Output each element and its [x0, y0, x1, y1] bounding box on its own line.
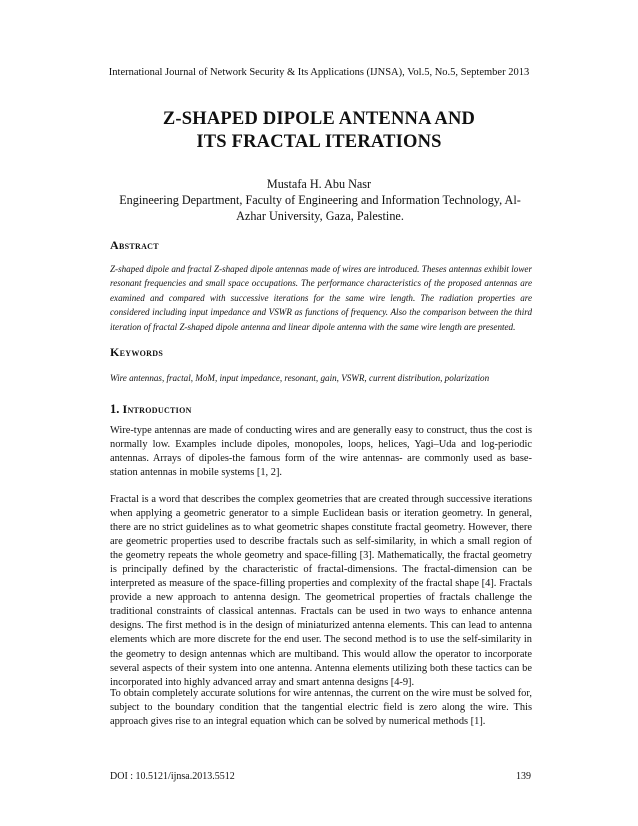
page-number: 139	[516, 771, 531, 782]
author-affiliation: Engineering Department, Faculty of Engineering and Information Technology, Al- Azhar University, Gaza, Palestine.	[119, 193, 521, 223]
running-header: International Journal of Network Security & Its Applications (IJNSA), Vol.5, No.5, September 2013	[108, 67, 530, 78]
section-title: Introduction	[122, 402, 192, 416]
abstract-heading: Abstract	[110, 238, 159, 252]
title-line-2: ITS FRACTAL ITERATIONS	[196, 132, 442, 152]
keywords-text: Wire antennas, fractal, MoM, input impedance, resonant, gain, VSWR, current distribution, polarization	[110, 373, 490, 383]
intro-paragraph-3: To obtain completely accurate solutions for wire antennas, the current on the wire must be solved for, subject to the boundary condition that the tangential electric field is zero along the wire. This approach gives rise to an integral equation which can be solved by numerical methods [1].	[110, 688, 532, 728]
author-name: Mustafa H. Abu Nasr	[266, 177, 372, 191]
intro-paragraph-1: Wire-type antennas are made of conducting wires and are generally easy to construct, thus the cost is normally low. Examples include dipoles, monopoles, loops, helices, Yagi–Uda and log-periodic antennas. Arrays of dipoles-the famous form of the wire antennas- are commonly used as base-station antennas in mobile systems [1, 2].	[110, 425, 532, 479]
keywords-heading: Keywords	[110, 345, 164, 359]
introduction-heading	[110, 402, 192, 417]
abstract-text: Z-shaped dipole and fractal Z-shaped dipole antennas made of wires are introduced. Theses antennas exhibit lower resonant frequencies and small space occupations. The performance characteristics of the proposed antennas are examined and compared with successive iterations for the same wire length. The radiation properties are considered including input impedance and VSWR as functions of frequency. Also the comparison between the third iteration of fractal Z-shaped dipole antenna and linear dipole antenna with the same wire length are presented.	[110, 264, 532, 332]
footer-doi: DOI : 10.5121/ijnsa.2013.5512	[110, 771, 235, 782]
paper-title	[0, 108, 638, 154]
intro-paragraph-2: Fractal is a word that describes the complex geometries that are created through successive iterations when applying a geometric generator to a simple Euclidean basis or iteration geometry. In general, there are no strict guidelines as to what geometric shapes constitute fractal geometry. However, there are geometric properties used to describe fractals such as self-similarity, in which a small region of the geometry repeats the whole geometry and space-filling [3]. Mathematically, the fractal geometry is principally defined by the characteristic of fractal-dimensions. The fractal-dimension can be interpreted as measure of the space-filling properties and complexity of the fractal shape [4]. Fractals provide a new approach to antenna design. The geometrical properties of fractals challenge the traditional constraints of classical antennas. Fractals can be used in two ways to enhance antenna designs. The first method is in the design of miniaturized antenna elements. This can lead to antenna elements which are more discrete for the end user. The second method is to use the self-similarity in the geometry to design antennas which are multiband. This would allow the operator to incorporate several aspects of their system into one antenna. Antenna elements utilizing both these tactics can be incorporated into highly advanced array and smart antenna designs [4-9].	[110, 494, 532, 688]
title-line-1: Z-SHAPED DIPOLE ANTENNA AND	[162, 109, 476, 129]
section-number: 1.	[110, 402, 120, 416]
